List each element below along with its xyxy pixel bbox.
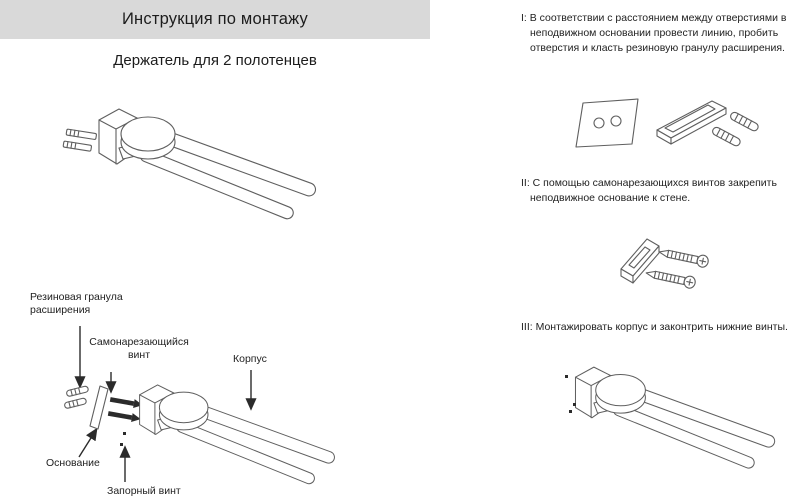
exploded-assembly-diagram	[40, 373, 350, 503]
holder-body-icon	[575, 367, 776, 470]
self-tapping-screw-icon	[645, 267, 696, 289]
step-3-text: III: Монтажировать корпус и законтрить нижние винты.	[521, 321, 788, 333]
callout-base: Основание	[46, 457, 100, 469]
base-and-screws-diagram	[602, 228, 792, 308]
title-bar	[0, 0, 430, 39]
rubber-dowels-icon	[64, 386, 89, 409]
base-plate-icon	[90, 386, 108, 429]
step-1-text: I: В соответствии с расстоянием между отверстиями в неподвижном основании провести линию, пробить отверстия и класть резиновую гранулу расширения.	[521, 12, 787, 54]
step-2-text: II: С помощью самонарезающихся винтов закрепить неподвижное основание к стене.	[521, 177, 777, 204]
callout-rubber-granule: Резиновая гранула расширения	[30, 291, 123, 316]
holder-body-icon	[140, 385, 336, 485]
callout-self-tapping-screw: Самонарезающийся винт	[89, 336, 189, 361]
towel-holder-diagram	[55, 98, 350, 243]
assembly-direction-arrows-icon	[107, 395, 143, 424]
self-tapping-screw-icon	[658, 246, 709, 268]
wall-plate-and-dowels-diagram	[557, 88, 789, 168]
callout-locking-screw: Запорный винт	[107, 485, 181, 497]
wall-plate-icon	[576, 99, 638, 147]
page-title: Инструкция по монтажу	[122, 10, 308, 28]
wall-screws-icon	[63, 129, 97, 151]
page-subtitle: Держатель для 2 полотенцев	[113, 52, 317, 69]
base-frame-icon	[657, 101, 726, 144]
callout-body: Корпус	[233, 353, 267, 365]
holder-body-icon	[99, 109, 317, 221]
locking-screw-dots-icon	[120, 432, 126, 446]
mounted-holder-diagram	[545, 357, 795, 485]
locking-screw-dots-icon	[565, 375, 576, 413]
